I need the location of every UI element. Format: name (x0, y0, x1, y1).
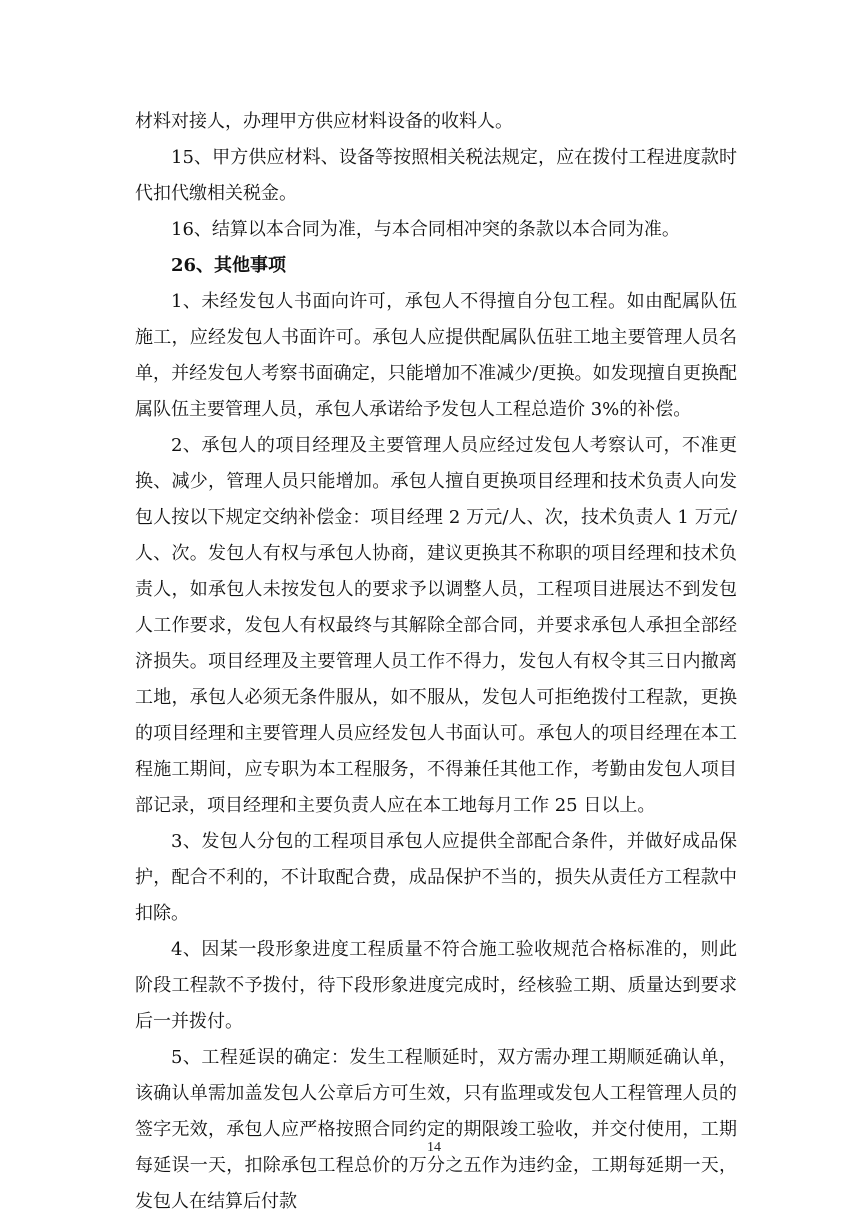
paragraph-item-15: 15、甲方供应材料、设备等按照相关税法规定，应在拨付工程进度款时代扣代缴相关税金。 (135, 147, 737, 204)
paragraph-item-5: 5、工程延误的确定：发生工程顺延时，双方需办理工期顺延确认单，该确认单需加盖发包人公章后方可生效，只有监理或发包人工程管理人员的签字无效，承包人应严格按照合同约定的期限竣工验收，并交付使用，工期每延误一天，扣除承包工程总价的万分之五作为违约金，工期每延期一天，发包人在结算后付款 (135, 1047, 737, 1212)
paragraph-item-16: 16、结算以本合同为准，与本合同相冲突的条款以本合同为准。 (171, 219, 680, 240)
paragraph-item-2: 2、承包人的项目经理及主要管理人员应经过发包人考察认可，不准更换、减少，管理人员只能增加。承包人擅自更换项目经理和技术负责人向发包人按以下规定交纳补偿金：项目经理 2 万元/人、次，技术负责人 1 万元/人、次。发包人有权与承包人协商，建议更换其不称职的项目经理和技术负责人，如承包人未按发包人的要求予以调整人员，工程项目进展达不到发包人工作要求，发包人有权最终与其解除全部合同，并要求承包人承担全部经济损失。项目经理及主要管理人员工作不得力，发包人有权令其三日内撤离工地，承包人必须无条件服从，如不服从，发包人可拒绝拨付工程款，更换的项目经理和主要管理人员应经发包人书面认可。承包人的项目经理在本工程施工期间，应专职为本工程服务，不得兼任其他工作，考勤由发包人项目部记录，项目经理和主要负责人应在本工地每月工作 25 日以上。 (135, 435, 737, 816)
paragraph-item-1: 1、未经发包人书面向许可，承包人不得擅自分包工程。如由配属队伍施工，应经发包人书面许可。承包人应提供配属队伍驻工地主要管理人员名单，并经发包人考察书面确定，只能增加不准减少/更换。如发现擅自更换配属队伍主要管理人员，承包人承诺给予发包人工程总造价 3%的补偿。 (135, 291, 737, 420)
page-number: 14 (427, 1140, 441, 1155)
document-body (135, 104, 737, 1220)
paragraph-item-3: 3、发包人分包的工程项目承包人应提供全部配合条件，并做好成品保护，配合不利的，不计取配合费，成品保护不当的，损失从责任方工程款中扣除。 (135, 831, 737, 924)
paragraph-item-4: 4、因某一段形象进度工程质量不符合施工验收规范合格标准的，则此阶段工程款不予拨付，待下段形象进度完成时，经核验工期、质量达到要求后一并拨付。 (135, 939, 737, 1032)
paragraph-continuation: 材料对接人，办理甲方供应材料设备的收料人。 (135, 111, 513, 132)
section-heading: 26、其他事项 (171, 255, 287, 276)
